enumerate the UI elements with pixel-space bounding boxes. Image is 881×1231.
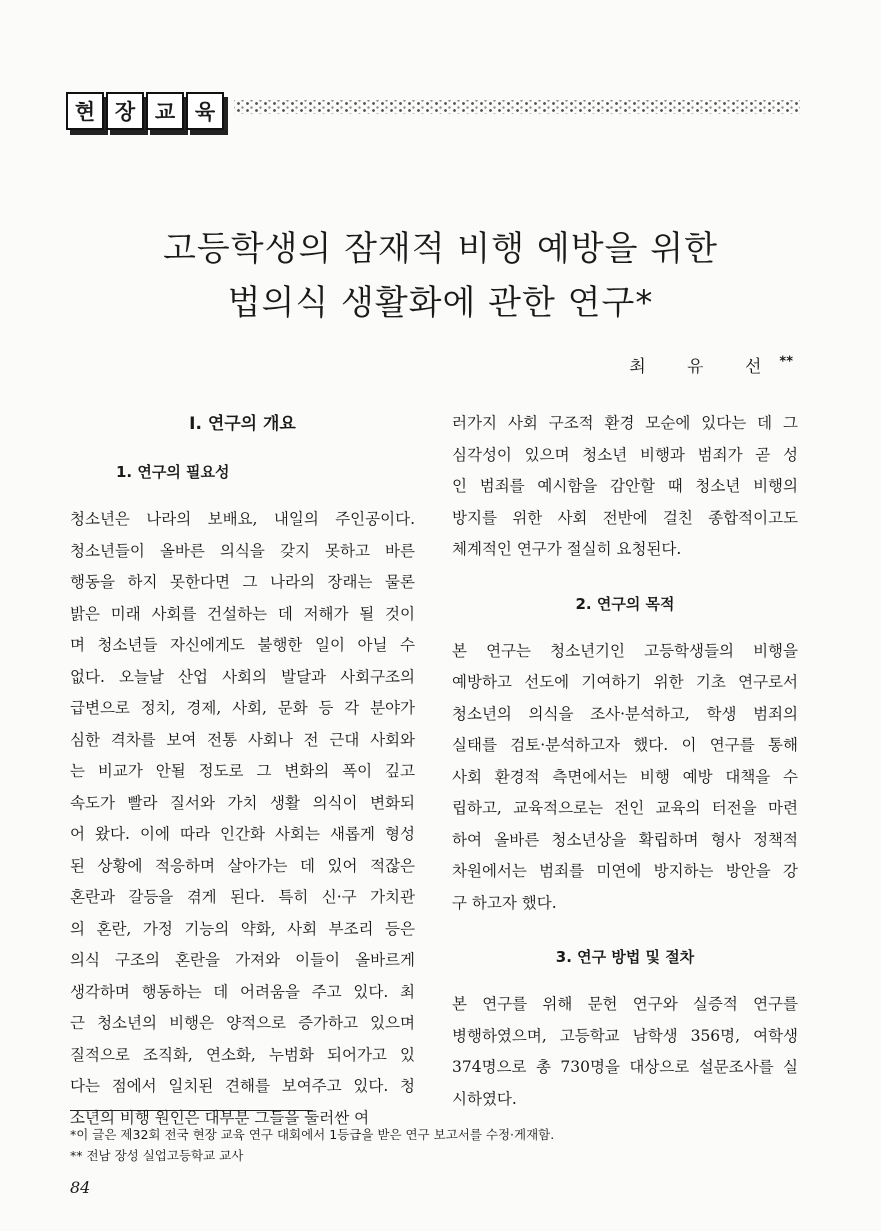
text-line: 심한 격차를 보여 전통 사회나 전 근대 사회와 xyxy=(70,730,415,749)
paragraph-necessity-cont xyxy=(452,408,798,566)
section-heading-overview: Ⅰ. 연구의 개요 xyxy=(189,414,296,434)
text-line: 속도가 빨라 질서와 가치 생활 의식이 변화되 xyxy=(70,793,415,812)
badge-char-2: 장 xyxy=(106,92,144,130)
text-line: 립하고, 교육적으로는 전인 교육의 터전을 마련 xyxy=(452,799,798,817)
article-title xyxy=(0,222,881,330)
text-line: 병행하였으며, 고등학교 남학생 356명, 여학생 xyxy=(452,1026,798,1045)
paragraph-method xyxy=(452,989,798,1115)
footnote-rule xyxy=(70,1110,313,1111)
text-line: 본 연구를 위해 문헌 연구와 실증적 연구를 xyxy=(452,995,798,1013)
subheading-method: 3. 연구 방법 및 절차 xyxy=(555,948,695,966)
text-line: 체계적인 연구가 절실히 요청된다. xyxy=(452,540,682,558)
badge-char-1: 현 xyxy=(66,92,104,130)
text-line: 밝은 미래 사회를 건설하는 데 저해가 될 것이 xyxy=(70,604,415,623)
text-line: 374명으로 총 730명을 대상으로 설문조사를 실 xyxy=(452,1058,798,1076)
text-line: 인 범죄를 예시함을 감안할 때 청소년 비행의 xyxy=(452,477,798,495)
header-decorative-band xyxy=(234,100,800,114)
title-line-1: 고등학생의 잠재적 비행 예방을 위한 xyxy=(163,229,718,269)
author-name: 최 유 선 xyxy=(629,357,780,377)
subheading-necessity: 1. 연구의 필요성 xyxy=(116,463,230,481)
text-line: 청소년들이 올바른 의식을 갖지 못하고 바른 xyxy=(70,541,415,560)
text-line: 어 왔다. 이에 따라 인간화 사회는 새롭게 형성 xyxy=(70,825,415,843)
text-line: 예방하고 선도에 기여하기 위한 기초 연구로서 xyxy=(452,673,798,691)
text-line: 근 청소년의 비행은 양적으로 증가하고 있으며 xyxy=(70,1014,415,1032)
text-line: 구 하고자 했다. xyxy=(452,893,557,912)
text-line: 하여 올바른 청소년상을 확립하며 형사 정책적 xyxy=(452,830,798,849)
text-line: 는 비교가 안될 정도로 그 변화의 폭이 깊고 xyxy=(70,762,415,780)
text-line: 다는 점에서 일치된 견해를 보여주고 있다. 청 xyxy=(70,1077,415,1095)
text-line: 생각하며 행동하는 데 어려움을 주고 있다. 최 xyxy=(70,982,415,1001)
text-line: 소년의 비행 원인은 대부분 그들을 둘러싼 여 xyxy=(70,1108,370,1127)
text-line: 러가지 사회 구조적 환경 모순에 있다는 데 그 xyxy=(452,414,798,432)
text-line: 방지를 위한 사회 전반에 걸친 종합적이고도 xyxy=(452,508,798,527)
text-line: 차원에서는 범죄를 미연에 방지하는 방안을 강 xyxy=(452,862,798,880)
text-line: 본 연구는 청소년기인 고등학생들의 비행을 xyxy=(452,641,798,660)
footnote-1: *이 글은 제32회 전국 현장 교육 연구 대회에서 1등급을 받은 연구 보고서를 수정·게재함. xyxy=(70,1127,555,1142)
section-badge xyxy=(66,92,226,130)
text-line: 시하였다. xyxy=(452,1089,517,1108)
author-byline xyxy=(629,352,793,377)
text-line: 없다. 오늘날 산업 사회의 발달과 사회구조의 xyxy=(70,667,415,686)
text-line: 의식 구조의 혼란을 가져와 이들이 올바르게 xyxy=(70,951,415,969)
badge-char-4: 육 xyxy=(186,92,224,130)
text-line: 청소년은 나라의 보배요, 내일의 주인공이다. xyxy=(70,510,415,528)
subheading-purpose: 2. 연구의 목적 xyxy=(575,594,675,613)
text-line: 급변으로 정치, 경제, 사회, 문화 등 각 분야가 xyxy=(70,699,415,717)
footnote-2: ** 전남 장성 실업고등학교 교사 xyxy=(70,1148,244,1163)
paragraph-necessity xyxy=(70,504,415,1134)
author-mark: ** xyxy=(779,354,793,370)
text-line: 심각성이 있으며 청소년 비행과 범죄가 곧 성 xyxy=(452,445,798,464)
paragraph-purpose xyxy=(452,636,798,920)
text-line: 된 상황에 적응하며 살아가는 데 있어 적잖은 xyxy=(70,856,415,875)
badge-char-3: 교 xyxy=(146,92,184,130)
text-line: 며 청소년들 자신에게도 불행한 일이 아닐 수 xyxy=(70,636,415,654)
text-line: 사회 환경적 측면에서는 비행 예방 대책을 수 xyxy=(452,767,798,786)
right-column xyxy=(452,408,798,1115)
text-line: 실태를 검토·분석하고자 했다. 이 연구를 통해 xyxy=(452,736,798,754)
text-line: 의 혼란, 가정 기능의 약화, 사회 부조리 등은 xyxy=(70,919,415,938)
title-line-2: 법의식 생활화에 관한 연구* xyxy=(227,283,654,323)
text-line: 청소년의 의식을 조사·분석하고, 학생 범죄의 xyxy=(452,704,798,723)
left-column xyxy=(70,408,415,1134)
text-line: 질적으로 조직화, 연소화, 누범화 되어가고 있 xyxy=(70,1045,415,1064)
page-number: 84 xyxy=(70,1178,91,1197)
text-line: 행동을 하지 못한다면 그 나라의 장래는 물론 xyxy=(70,573,415,591)
text-line: 혼란과 갈등을 겪게 된다. 특히 신·구 가치관 xyxy=(70,888,415,906)
